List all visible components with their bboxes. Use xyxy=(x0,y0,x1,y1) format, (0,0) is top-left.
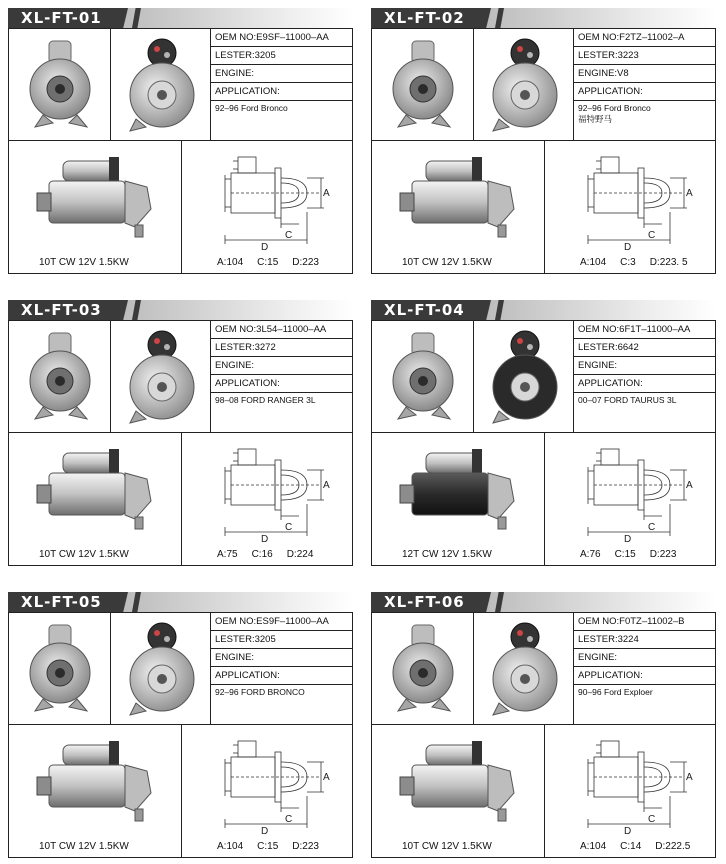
dimension-a: A:76 xyxy=(580,549,601,560)
application-label: APPLICATION: xyxy=(574,83,715,101)
spec-table xyxy=(211,29,352,116)
starter-side-photo xyxy=(398,153,528,241)
dimension-d: D:223 xyxy=(292,257,319,268)
application-value: 98–08 FORD RANGER 3L xyxy=(215,395,316,405)
starter-side-photo xyxy=(35,153,165,241)
dimension-c: C:15 xyxy=(257,257,279,268)
diagram-label-c: C xyxy=(285,814,293,825)
oem-number: OEM NO:6F1T–11000–AA xyxy=(574,321,715,339)
dimension-c: C:15 xyxy=(614,549,636,560)
lester-number: LESTER:3205 xyxy=(211,47,352,65)
diagram-label-a: A xyxy=(686,480,693,491)
dimension-values xyxy=(217,549,327,560)
engine: ENGINE: xyxy=(211,65,352,83)
product-code: XL-FT-05 xyxy=(21,593,102,611)
dimension-a: A:104 xyxy=(580,257,607,268)
product-box xyxy=(8,612,353,858)
diagram-label-c: C xyxy=(648,814,656,825)
diagram-label-c: C xyxy=(648,522,656,533)
starter-side-photo xyxy=(398,445,528,533)
product-header xyxy=(8,300,353,320)
product-card xyxy=(8,8,353,273)
dimension-c: C:15 xyxy=(257,841,279,852)
product-box xyxy=(371,612,716,858)
engine: ENGINE: xyxy=(574,357,715,375)
engine: ENGINE: xyxy=(574,649,715,667)
application-label: APPLICATION: xyxy=(211,83,352,101)
dimension-d: D:222.5 xyxy=(655,841,691,852)
electrical-spec: 10T CW 12V 1.5KW xyxy=(39,841,129,852)
product-code: XL-FT-01 xyxy=(21,9,102,27)
dimension-c: C:14 xyxy=(620,841,642,852)
product-code: XL-FT-02 xyxy=(384,9,465,27)
dimension-d: D:223. 5 xyxy=(649,257,688,268)
diagram-label-a: A xyxy=(323,188,330,199)
diagram-label-c: C xyxy=(648,230,656,241)
starter-rear-photo xyxy=(124,619,200,719)
dimension-diagram xyxy=(209,444,344,544)
spec-table xyxy=(574,321,715,408)
diagram-label-d: D xyxy=(624,242,632,252)
product-header xyxy=(371,300,716,320)
diagram-label-d: D xyxy=(261,826,269,836)
product-card xyxy=(371,300,716,565)
starter-rear-photo xyxy=(124,35,200,135)
product-header xyxy=(8,8,353,28)
dimension-diagram xyxy=(572,444,707,544)
application-label: APPLICATION: xyxy=(574,667,715,685)
product-code: XL-FT-06 xyxy=(384,593,465,611)
dimension-values xyxy=(580,841,704,852)
electrical-spec: 10T CW 12V 1.5KW xyxy=(39,549,129,560)
product-card xyxy=(371,592,716,857)
application-value: 92–96 Ford Bronco xyxy=(215,103,288,113)
application-value: 00–07 FORD TAURUS 3L xyxy=(578,395,677,405)
engine: ENGINE: xyxy=(211,649,352,667)
product-card xyxy=(8,300,353,565)
lester-number: LESTER:3223 xyxy=(574,47,715,65)
oem-number: OEM NO:F2TZ–11002–A xyxy=(574,29,715,47)
application-label: APPLICATION: xyxy=(211,375,352,393)
dimension-a: A:104 xyxy=(217,257,244,268)
starter-front-photo xyxy=(386,621,462,717)
electrical-spec: 10T CW 12V 1.5KW xyxy=(402,257,492,268)
diagram-label-a: A xyxy=(686,772,693,783)
dimension-a: A:75 xyxy=(217,549,238,560)
lester-number: LESTER:3205 xyxy=(211,631,352,649)
starter-front-photo xyxy=(386,37,462,133)
engine: ENGINE: xyxy=(211,357,352,375)
starter-front-photo xyxy=(23,37,99,133)
application-value: 90–96 Ford Exploer xyxy=(578,687,653,697)
application-value: 92–96 Ford Bronco 福特野马 xyxy=(578,103,651,124)
dimension-diagram xyxy=(209,736,344,836)
product-box xyxy=(8,28,353,274)
oem-number: OEM NO:F0TZ–11002–B xyxy=(574,613,715,631)
starter-front-photo xyxy=(23,621,99,717)
dimension-c: C:3 xyxy=(620,257,636,268)
diagram-label-d: D xyxy=(624,534,632,544)
dimension-diagram xyxy=(572,152,707,252)
product-code: XL-FT-04 xyxy=(384,301,465,319)
dimension-a: A:104 xyxy=(580,841,607,852)
product-box xyxy=(371,28,716,274)
product-code: XL-FT-03 xyxy=(21,301,102,319)
product-header xyxy=(371,592,716,612)
starter-rear-photo xyxy=(124,327,200,427)
product-header xyxy=(371,8,716,28)
oem-number: OEM NO:ES9F–11000–AA xyxy=(211,613,352,631)
dimension-d: D:224 xyxy=(286,549,314,560)
starter-front-photo xyxy=(386,329,462,425)
diagram-label-a: A xyxy=(323,480,330,491)
spec-table xyxy=(574,29,715,127)
electrical-spec: 12T CW 12V 1.5KW xyxy=(402,549,492,560)
spec-table xyxy=(211,321,352,408)
application-label: APPLICATION: xyxy=(574,375,715,393)
electrical-spec: 10T CW 12V 1.5KW xyxy=(39,257,129,268)
diagram-label-d: D xyxy=(261,242,269,252)
spec-table xyxy=(574,613,715,700)
starter-side-photo xyxy=(35,445,165,533)
dimension-diagram xyxy=(572,736,707,836)
dimension-diagram xyxy=(209,152,344,252)
product-box xyxy=(371,320,716,566)
application-label: APPLICATION: xyxy=(211,667,352,685)
diagram-label-d: D xyxy=(261,534,269,544)
starter-rear-photo xyxy=(487,619,563,719)
product-card xyxy=(8,592,353,857)
dimension-c: C:16 xyxy=(251,549,273,560)
diagram-label-c: C xyxy=(285,522,293,533)
dimension-a: A:104 xyxy=(217,841,244,852)
diagram-label-d: D xyxy=(624,826,632,836)
diagram-label-c: C xyxy=(285,230,293,241)
lester-number: LESTER:6642 xyxy=(574,339,715,357)
starter-side-photo xyxy=(35,737,165,825)
dimension-d: D:223 xyxy=(292,841,319,852)
engine: ENGINE:V8 xyxy=(574,65,715,83)
product-card xyxy=(371,8,716,273)
dimension-values xyxy=(580,257,702,268)
starter-rear-photo xyxy=(487,35,563,135)
lester-number: LESTER:3224 xyxy=(574,631,715,649)
product-box xyxy=(8,320,353,566)
dimension-values xyxy=(217,841,333,852)
electrical-spec: 10T CW 12V 1.5KW xyxy=(402,841,492,852)
dimension-d: D:223 xyxy=(649,549,677,560)
spec-table xyxy=(211,613,352,700)
lester-number: LESTER:3272 xyxy=(211,339,352,357)
diagram-label-a: A xyxy=(323,772,330,783)
diagram-label-a: A xyxy=(686,188,693,199)
application-value: 92–96 FORD BRONCO xyxy=(215,687,305,697)
dimension-values xyxy=(580,549,690,560)
starter-rear-photo xyxy=(487,327,563,427)
oem-number: OEM NO:E9SF–11000–AA xyxy=(211,29,352,47)
starter-front-photo xyxy=(23,329,99,425)
dimension-values xyxy=(217,257,333,268)
oem-number: OEM NO:3L54–11000–AA xyxy=(211,321,352,339)
product-header xyxy=(8,592,353,612)
starter-side-photo xyxy=(398,737,528,825)
